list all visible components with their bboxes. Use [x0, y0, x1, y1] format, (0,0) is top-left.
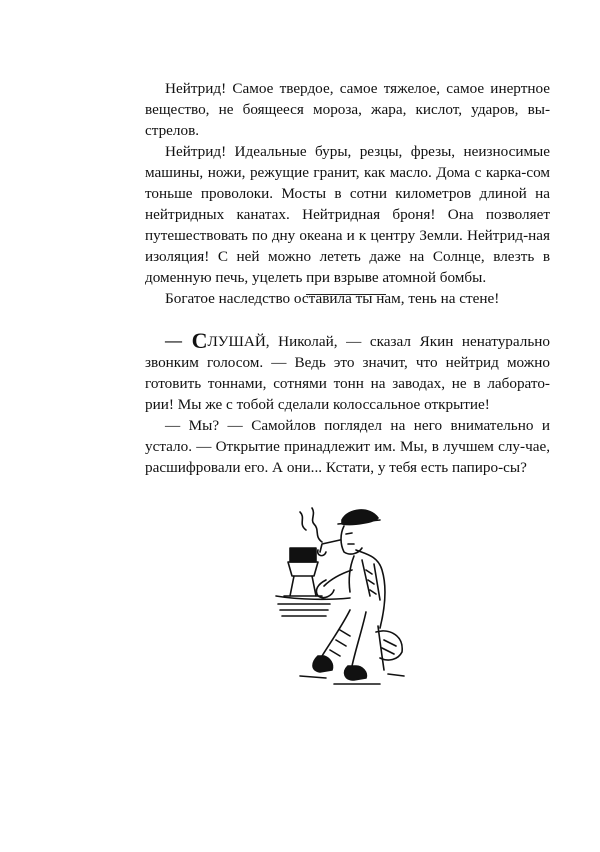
ink-sketch-man-smoking-icon [270, 500, 410, 690]
paragraph-text: ЛУШАЙ, Николай, — сказал Якин ненатурально звонким голосом. — Ведь это значит, что нейтрид можно готовить тоннами, сотнями тонн на заводах, не в лаборато-рии! Мы же с тобой сделали колоссальное открытие! [145, 333, 550, 413]
paragraph: Богатое наследство оставила ты нам, тень на стене! [165, 290, 500, 307]
section-two-text [145, 330, 550, 478]
dialogue-paragraph: — Мы? — Самойлов поглядел на него внимательно и устало. — Открытие принадлежит им. Мы, в лучшем слу-чае, расшифровали его. А они... Кстати, у тебя есть папиро-сы? [145, 417, 550, 476]
section-one-text [145, 78, 550, 309]
lead-dash: — [165, 331, 183, 350]
section-separator-line [306, 294, 386, 295]
paragraph: Нейтрид! Идеальные буры, резцы, фрезы, неизносимые машины, ножи, режущие гранит, как масло. Дома с карка-сом тоньше проволоки. Мосты в сотни километров длиной на нейтридных канатах. Нейтридная броня! Она позволяет путешествовать по дну океана и к центру Земли. Нейтрид-ная изоляция! С ней можно лететь даже на Солнце, влезть в доменную печь, уцелеть при взрыве атомной бомбы. [145, 143, 550, 286]
paragraph: Нейтрид! Самое твердое, самое тяжелое, самое инертное вещество, не боящееся мороза, жара, кислот, ударов, вы-стрелов. [145, 80, 550, 139]
dialogue-paragraph [145, 330, 550, 415]
drop-cap-letter: С [191, 328, 208, 353]
